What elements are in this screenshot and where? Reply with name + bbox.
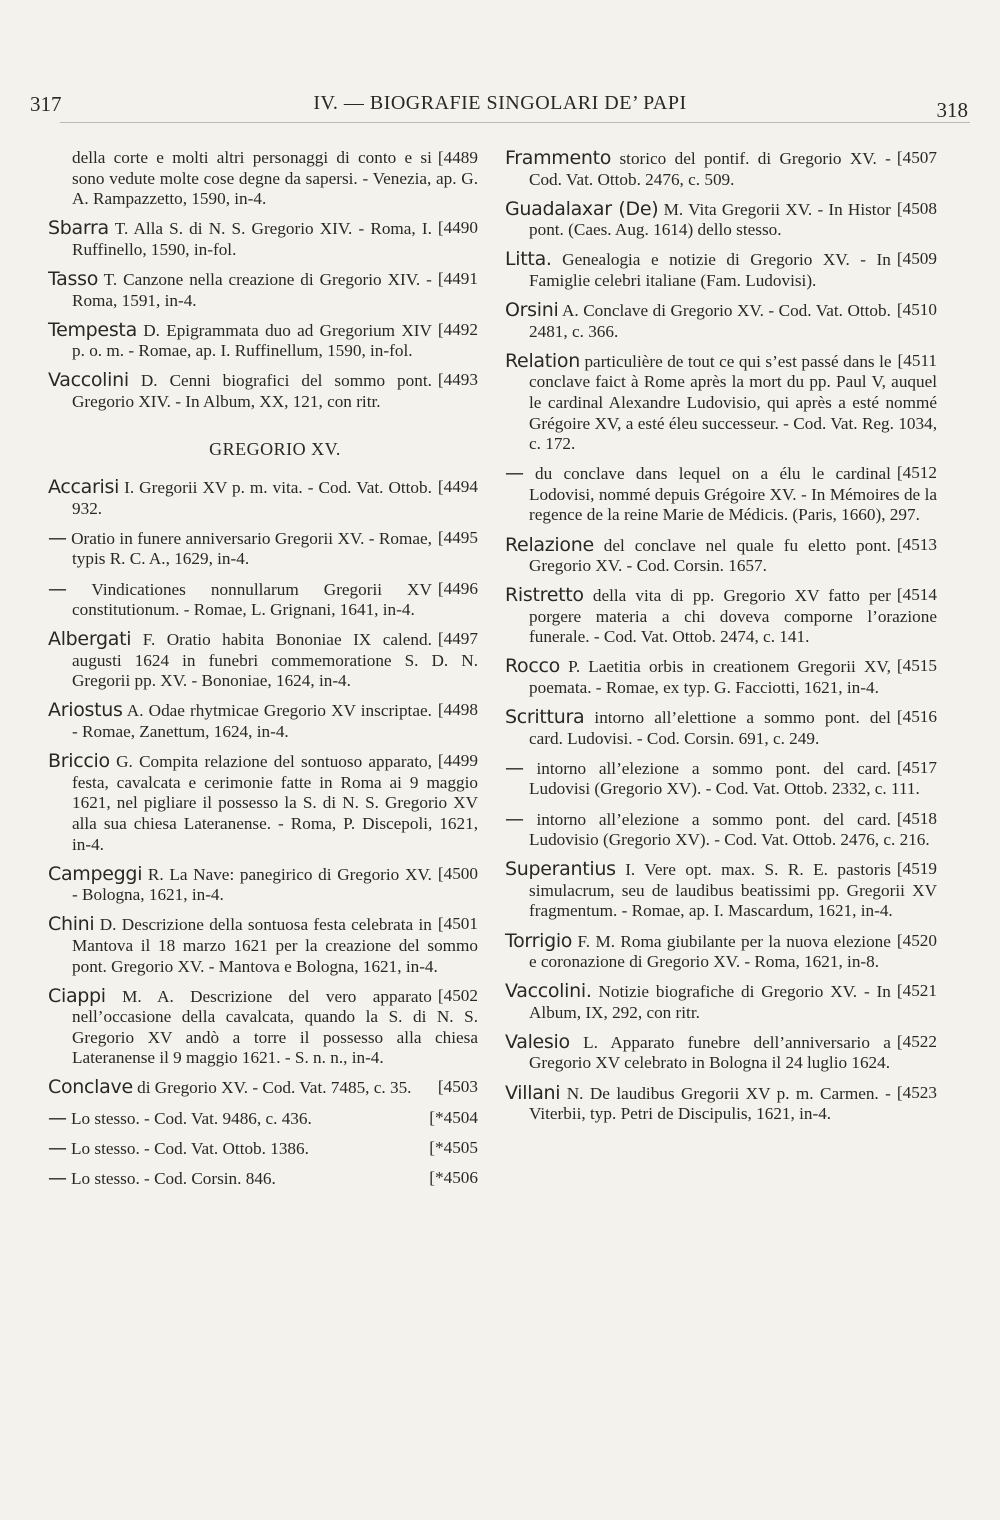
entry-text: D. Cenni biografici del sommo pont. Gregorio XIV. - In Album, XX, 121, con ritr. <box>72 371 432 411</box>
entry-number: [4495 <box>437 527 478 547</box>
bibliography-entry <box>505 148 937 190</box>
entry-author: Accarisi <box>48 476 120 499</box>
entry-author: — <box>48 1106 67 1129</box>
entry-text: particulière de tout ce qui s’est passé dans le conclave faict à Rome après la mort du pp. Paul V, auquel le cardinal Alexandre Ludovisio, qui après a esté nommé Grégoire XV, a esté éleu successeur. - Cod. Vat. Reg. 1034, c. 172. <box>529 351 937 454</box>
bibliography-entry <box>505 758 937 800</box>
entry-text: P. Laetitia orbis in creationem Gregorii XV, poemata. - Romae, ex typ. G. Facciotti, 1621, in-4. <box>529 657 891 698</box>
entry-author: Superantius <box>505 858 616 881</box>
entry-text: Vindicationes nonnullarum Gregorii XV constitutionum. - Romae, L. Grignani, 1641, in-4. <box>66 579 432 620</box>
entry-text: A. Odae rhytmicae Gregorio XV inscriptae. - Romae, Zanettum, 1624, in-4. <box>72 701 432 742</box>
entry-author: Ariostus <box>48 699 123 722</box>
header-rule <box>60 122 970 123</box>
entry-number: [4490 <box>437 218 478 238</box>
entry-author: Conclave <box>48 1076 133 1099</box>
entry-text: T. Alla S. di N. S. Gregorio XIV. - Roma, I. Ruffinello, 1590, in-fol. <box>72 219 432 259</box>
entry-number: [4514 <box>896 585 937 605</box>
entry-text: Oratio in funere anniversario Gregorii XV. - Romae, typis R. C. A., 1629, in-4. <box>66 528 432 569</box>
entry-number: [4493 <box>437 370 478 390</box>
entry-author: Valesio <box>505 1030 570 1053</box>
entry-number: [4508 <box>896 198 937 218</box>
entry-text: M. Vita Gregorii XV. - In Histor pont. (Caes. Aug. 1614) dello stesso. <box>529 199 891 240</box>
bibliography-entry <box>48 218 478 260</box>
entry-text: Lo stesso. - Cod. Corsin. 846. <box>66 1168 276 1188</box>
entry-text: intorno all’elettione a sommo pont. del card. Ludovisi. - Cod. Corsin. 691, c. 249. <box>529 708 891 748</box>
bibliography-entry <box>505 300 937 342</box>
entry-number: [4516 <box>896 707 937 727</box>
bibliography-entry <box>505 585 937 648</box>
entry-number: [4507 <box>896 148 937 167</box>
entry-text: F. Oratio habita Bononiae IX calend. augusti 1624 in funebri commemoratione S. D. N. Gregorii pp. XV. - Bononiae, 1624, in-4. <box>72 630 478 691</box>
entry-author: Vaccolini <box>48 369 129 392</box>
entry-number: [4521 <box>896 981 937 1001</box>
left-column <box>48 148 478 1198</box>
entry-author: Briccio <box>48 750 110 773</box>
bibliography-entry <box>48 269 478 311</box>
entry-author: Guadalaxar (De) <box>505 197 659 220</box>
entry-number: [4509 <box>896 249 937 269</box>
bibliography-entry <box>505 707 937 749</box>
entry-number: [4520 <box>896 930 937 950</box>
running-title: IV. — BIOGRAFIE SINGOLARI DE’ PAPI <box>313 92 687 114</box>
entry-number: [4502 <box>437 985 478 1005</box>
entry-author: Orsini <box>505 299 559 322</box>
bibliography-entry <box>505 351 937 455</box>
bibliography-entry <box>505 859 937 922</box>
entry-text: L. Apparato funebre dell’anniversario a Gregorio XV celebrato in Bologna il 24 luglio 1624. <box>529 1032 891 1073</box>
entry-number: [4519 <box>896 859 937 879</box>
entry-author: Relation <box>505 349 580 372</box>
bibliography-entry <box>48 1077 478 1099</box>
entry-text: N. De laudibus Gregorii XV p. m. Carmen. - Viterbii, typ. Petri de Discipulis, 1621, in-4. <box>529 1083 891 1124</box>
bibliography-entry <box>505 249 937 291</box>
entry-author: — <box>48 526 67 549</box>
entry-author: Tempesta <box>48 318 137 341</box>
entry-text: di Gregorio XV. - Cod. Vat. 7485, c. 35. <box>132 1078 412 1098</box>
entry-text: della vita di pp. Gregorio XV fatto per porgere materia a chi doveva comporne l’orazione funerale. - Cod. Vat. Ottob. 2474, c. 141. <box>529 586 937 647</box>
bibliography-entry <box>48 986 478 1069</box>
bibliography-entry <box>48 700 478 742</box>
bibliography-entry <box>48 751 478 855</box>
entry-text: D. Epigrammata duo ad Gregorium XIV p. o. m. - Romae, ap. I. Ruffinellum, 1590, in-fol. <box>72 320 432 361</box>
entry-author: Rocco <box>505 655 560 678</box>
bibliography-entry <box>505 981 937 1023</box>
entry-number: [4500 <box>437 863 478 883</box>
entry-number: [*4506 <box>429 1167 478 1187</box>
entry-number: [4523 <box>896 1082 937 1102</box>
bibliography-entry <box>48 579 478 621</box>
entry-number: [4492 <box>437 319 478 339</box>
bibliography-entry <box>505 535 937 577</box>
entry-text: R. La Nave: panegirico di Gregorio XV. - Bologna, 1621, in-4. <box>72 864 432 905</box>
page-number-left: 317 <box>30 92 62 116</box>
right-entries <box>505 148 937 1125</box>
entry-text: G. Compita relazione del sontuoso apparato, festa, cavalcata e cerimonie fatte in Roma ai 9 maggio 1621, nel pigliare il possesso la S. di N. S. Gregorio XV alla sua chiesa Lateranense. - Roma, P. Discepoli, 1621, in-4. <box>72 752 478 854</box>
entry-text: Genealogia e notizie di Gregorio XV. - In Famiglie celebri italiane (Fam. Ludovisi). <box>529 250 891 290</box>
entry-number: [4512 <box>896 463 937 483</box>
entry-author: Sbarra <box>48 217 109 240</box>
entry-text: M. A. Descrizione del vero apparato nell’occasione della cavalcata, quando la S. di N. S. Gregorio XV andò a torre il possesso alla chiesa Lateranense il 9 maggio 1621. - S. n. n., in-4. <box>72 986 478 1068</box>
entry-author: — <box>48 1136 67 1159</box>
entry-number: [4489 <box>437 148 478 167</box>
page-number-right: 318 <box>936 98 968 122</box>
bibliography-entry <box>48 477 478 519</box>
entry-author: Campeggi <box>48 862 143 885</box>
entry-author: Litta. <box>505 248 552 271</box>
entry-author: Vaccolini. <box>505 980 592 1003</box>
entry-number: [4497 <box>437 629 478 649</box>
entry-text: del conclave nel quale fu eletto pont. Gregorio XV. - Cod. Corsin. 1657. <box>529 535 891 576</box>
bibliography-entry <box>505 931 937 973</box>
right-column <box>505 148 937 1133</box>
bibliography-entry <box>48 1168 478 1190</box>
entry-number: [4496 <box>437 578 478 598</box>
entry-number: [4511 <box>897 350 937 370</box>
entry-author: — <box>505 807 524 830</box>
entry-text: Lo stesso. - Cod. Vat. Ottob. 1386. <box>66 1138 309 1158</box>
entry-author: — <box>48 1166 67 1189</box>
entry-number: [4517 <box>896 757 937 777</box>
entry-text: storico del pontif. di Gregorio XV. - Cod. Vat. Ottob. 2476, c. 509. <box>529 149 891 189</box>
entry-text: D. Descrizione della sontuosa festa celebrata in Mantova il 18 marzo 1621 per la creazione del sommo pont. Gregorio XV. - Mantova e Bologna, 1621, in-4. <box>72 915 478 976</box>
bibliography-entry <box>505 809 937 851</box>
entry-author: Villani <box>505 1081 561 1104</box>
entry-text: Lo stesso. - Cod. Vat. 9486, c. 436. <box>66 1108 312 1128</box>
bibliography-entry <box>505 656 937 698</box>
left-entries-after <box>48 477 478 1189</box>
entry-text: intorno all’elezione a sommo pont. del card. Ludovisi (Gregorio XV). - Cod. Vat. Ottob. 2332, c. 111. <box>523 758 920 799</box>
bibliography-entry <box>505 463 937 526</box>
entry-text: I. Gregorii XV p. m. vita. - Cod. Vat. Ottob. 932. <box>72 478 432 518</box>
entry-author: Scrittura <box>505 706 585 729</box>
entry-text: intorno all’elezione a sommo pont. del card. Ludovisio (Gregorio XV). - Cod. Vat. Ottob. 2476, c. 216. <box>523 809 930 850</box>
bibliography-entry <box>48 914 478 977</box>
entry-author: Tasso <box>48 267 99 290</box>
entry-number: [4501 <box>437 914 478 934</box>
entry-number: [4513 <box>896 534 937 554</box>
entry-text: della corte e molti altri personaggi di conto e si sono vedute molte cose degne da sapersi. - Venezia, ap. G. A. Rampazzetto, 1590, in-4. <box>72 148 478 209</box>
entry-number: [4494 <box>437 477 478 497</box>
bibliography-entry <box>48 1138 478 1160</box>
bibliography-entry <box>48 864 478 906</box>
continuation-entry <box>48 148 478 210</box>
entry-author: Relazione <box>505 533 594 556</box>
entry-number: [4503 <box>437 1077 478 1097</box>
entry-number: [4498 <box>437 700 478 720</box>
entry-author: Torrigio <box>505 929 573 952</box>
entry-number: [4499 <box>437 751 478 771</box>
entry-text: Notizie biografiche di Gregorio XV. - In Album, IX, 292, con ritr. <box>529 982 891 1022</box>
entry-text: I. Vere opt. max. S. R. E. pastoris simulacrum, seu de laudibus beatissimi pp. Gregorii XV fragmentum. - Romae, ap. I. Mascardum, 1621, in-4. <box>529 860 937 921</box>
entry-text: A. Conclave di Gregorio XV. - Cod. Vat. Ottob. 2481, c. 366. <box>529 301 891 341</box>
left-entries-before <box>48 218 478 412</box>
entry-author: — <box>505 462 524 485</box>
entry-author: Frammento <box>505 147 612 169</box>
entry-author: Albergati <box>48 628 132 651</box>
entry-author: Ciappi <box>48 984 106 1007</box>
bibliography-entry <box>48 1108 478 1130</box>
entry-author: — <box>505 756 524 779</box>
entry-text: T. Canzone nella creazione di Gregorio XIV. - Roma, 1591, in-4. <box>72 269 432 310</box>
entry-author: — <box>48 577 67 600</box>
page-header <box>30 92 970 122</box>
entry-number: [4491 <box>437 268 478 288</box>
bibliography-entry <box>505 199 937 241</box>
entry-number: [*4505 <box>429 1137 478 1157</box>
entry-author: Chini <box>48 913 95 936</box>
bibliography-entry <box>505 1032 937 1074</box>
entry-number: [*4504 <box>429 1107 478 1127</box>
bibliography-entry <box>48 629 478 692</box>
bibliography-entry <box>48 528 478 570</box>
entry-number: [4522 <box>896 1031 937 1051</box>
bibliography-entry <box>505 1083 937 1125</box>
entry-author: Ristretto <box>505 584 584 607</box>
entry-number: [4510 <box>896 300 937 320</box>
section-heading: GREGORIO XV. <box>209 438 341 459</box>
entry-number: [4515 <box>896 656 937 676</box>
bibliography-entry <box>48 320 478 362</box>
entry-text: F. M. Roma giubilante per la nuova elezione e coronazione di Gregorio XV. - Roma, 1621, in-8. <box>529 931 891 972</box>
entry-text: du conclave dans lequel on a élu le cardinal Lodovisi, nommé depuis Grégoire XV. - In Mémoires de la regence de la reine Marie de Médicis. (Paris, 1660), 297. <box>523 464 937 525</box>
entry-number: [4518 <box>896 808 937 828</box>
bibliography-entry <box>48 370 478 412</box>
